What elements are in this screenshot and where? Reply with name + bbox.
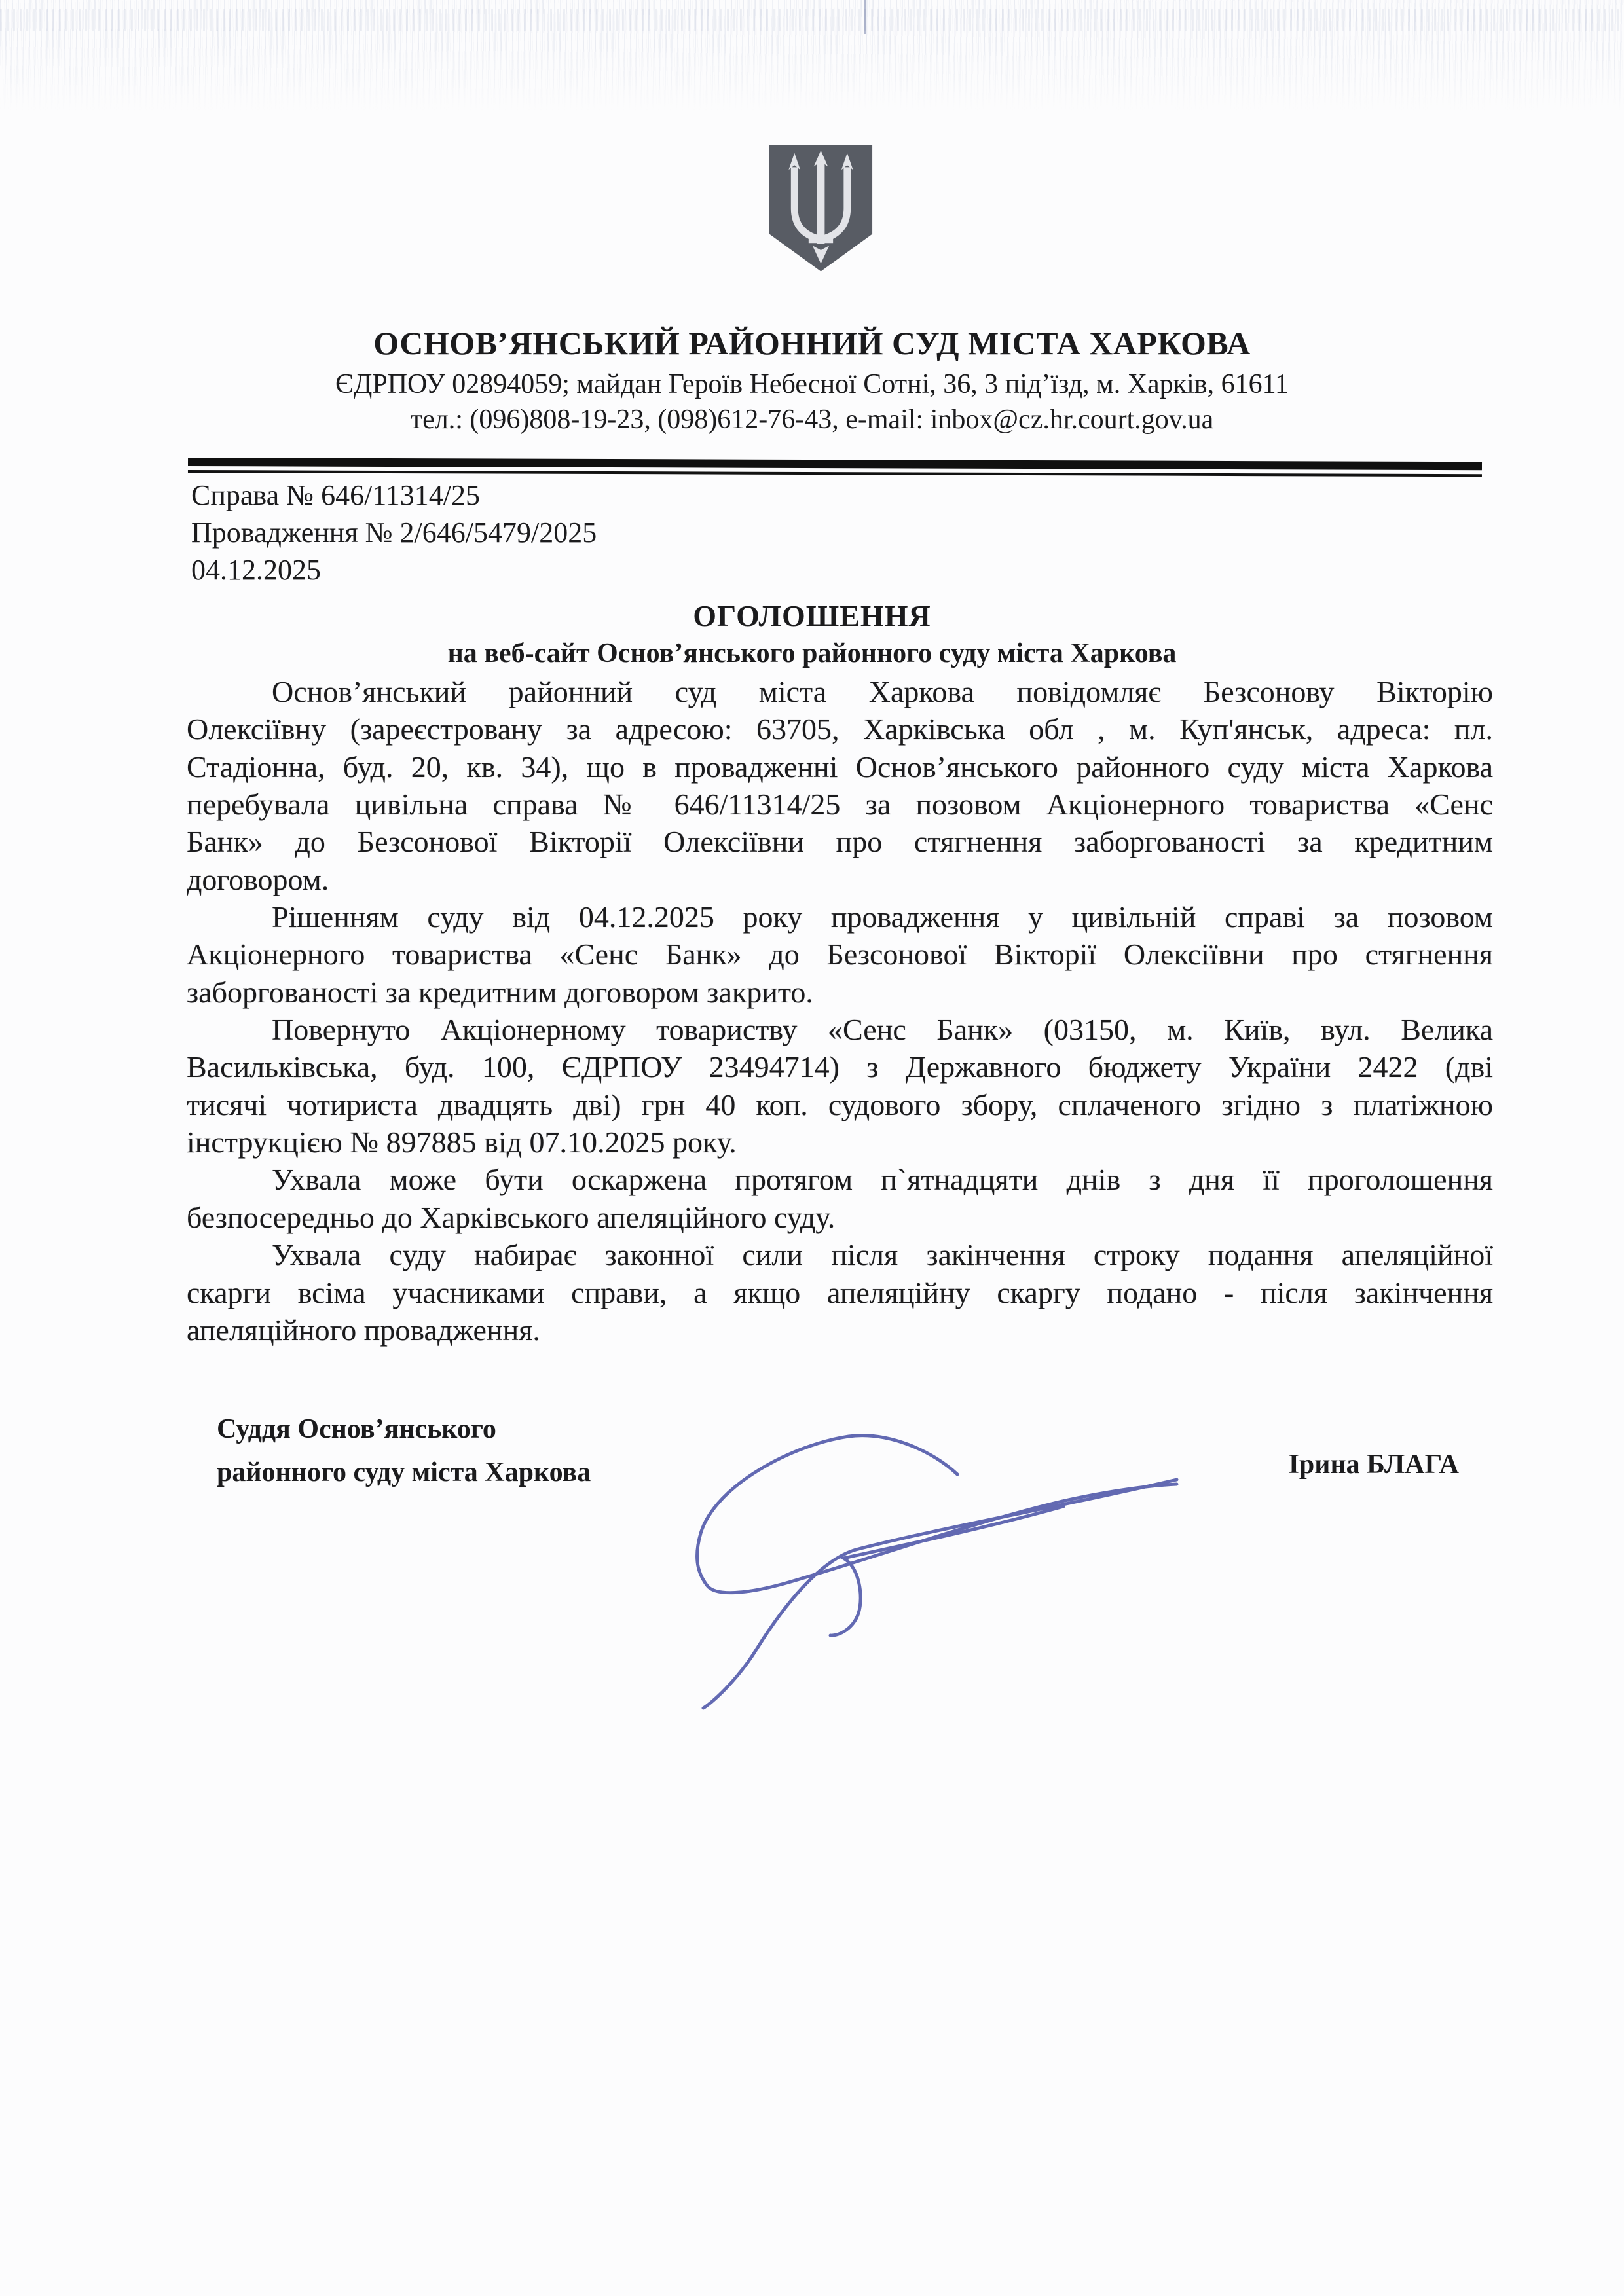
case-number-line: Справа № 646/11314/25 [191,479,480,511]
signer-title-line2: районного суду міста Харкова [217,1457,591,1487]
paragraph-line: скарги всіма учасниками справи, а якщо апеляційну скаргу подано - після закінчення [187,1275,1493,1309]
document-date: 04.12.2025 [191,554,321,586]
announcement-paragraphs [187,673,1493,1349]
announcement-paragraph [187,1236,1493,1349]
judge-signature [655,1408,1211,1735]
paragraph-line: інструкцією № 897885 від 07.10.2025 року. [187,1125,737,1159]
proceeding-number-line: Провадження № 2/646/5479/2025 [191,517,597,549]
paragraph-line: Рішенням суду від 04.12.2025 року провадження у цивільній справі за позовом [272,900,1493,934]
ukraine-coat-of-arms-icon [766,143,876,272]
signature-hook-stroke [830,1506,1063,1635]
paragraph-line: Стадіонна, буд. 20, кв. 34), що в провадженні Основ’янського районного суду міста Харкова [187,750,1493,784]
court-contacts-line: тел.: (096)808-19-23, (098)612-76-43, e-mail: inbox@cz.hr.court.gov.ua [410,405,1214,435]
paragraph-line: Ухвала суду набирає законної сили після закінчення строку подання апеляційної [272,1238,1493,1272]
document-title: ОГОЛОШЕННЯ [693,599,931,632]
paragraph-line: тисячі чотириста двадцять дві) грн 40 коп. судового збору, сплаченого згідно з платіжною [187,1087,1493,1121]
announcement-paragraph [187,898,1493,1011]
paragraph-line: апеляційного провадження. [187,1313,540,1347]
case-info-block [191,477,597,589]
scanner-noise-band-artifact [0,9,1624,31]
paragraph-line: Олексіївну (зареєстровану за адресою: 63705, Харківська обл , м. Куп'янськ, адреса: пл. [187,712,1493,746]
paragraph-line: Банк» до Безсонової Вікторії Олексіївни про стягнення заборгованості за кредитним [187,825,1493,859]
court-name-heading: ОСНОВ’ЯНСЬКИЙ РАЙОННИЙ СУД МІСТА ХАРКОВА [373,325,1251,361]
signer-title-block [217,1408,591,1494]
signature-loop-stroke [697,1436,1177,1593]
letterhead-divider-rule [188,458,1482,477]
signer-name: Ірина БЛАГА [1288,1449,1459,1480]
signature-diagonal-stroke [703,1480,1177,1708]
paragraph-line: Основ’янський районний суд міста Харкова повідомляє Безсонову Вікторію [272,675,1493,708]
paragraph-line: перебувала цивільна справа № 646/11314/25 за позовом Акціонерного товариства «Сенс [187,788,1493,822]
signer-title-line1: Суддя Основ’янського [217,1414,496,1444]
divider-thick-line [188,458,1482,470]
paragraph-line: Акціонерного товариства «Сенс Банк» до Безсонової Вікторії Олексіївни про стягнення [187,938,1493,972]
paragraph-line: заборгованості за кредитним договором закрито. [187,975,813,1009]
paragraph-line: безпосередньо до Харківського апеляційного суду. [187,1200,836,1234]
document-subtitle: на веб-сайт Основ’янського районного суду міста Харкова [447,638,1177,668]
scanner-streak-artifact [864,0,866,34]
divider-thin-line [188,470,1482,477]
announcement-paragraph [187,1161,1493,1236]
paragraph-line: договором. [187,862,329,896]
paragraph-line: Васильківська, буд. 100, ЄДРПОУ 23494714) з Державного бюджету України 2422 (дві [187,1050,1493,1084]
paragraph-line: Ухвала може бути оскаржена протягом п`ятнадцяти днів з дня її проголошення [272,1163,1493,1197]
announcement-paragraph [187,1011,1493,1161]
court-address-line: ЄДРПОУ 02894059; майдан Героїв Небесної Сотні, 36, 3 під’їзд, м. Харків, 61611 [335,369,1289,399]
paragraph-line: Повернуто Акціонерному товариству «Сенс Банк» (03150, м. Київ, вул. Велика [272,1013,1493,1047]
announcement-paragraph [187,673,1493,898]
